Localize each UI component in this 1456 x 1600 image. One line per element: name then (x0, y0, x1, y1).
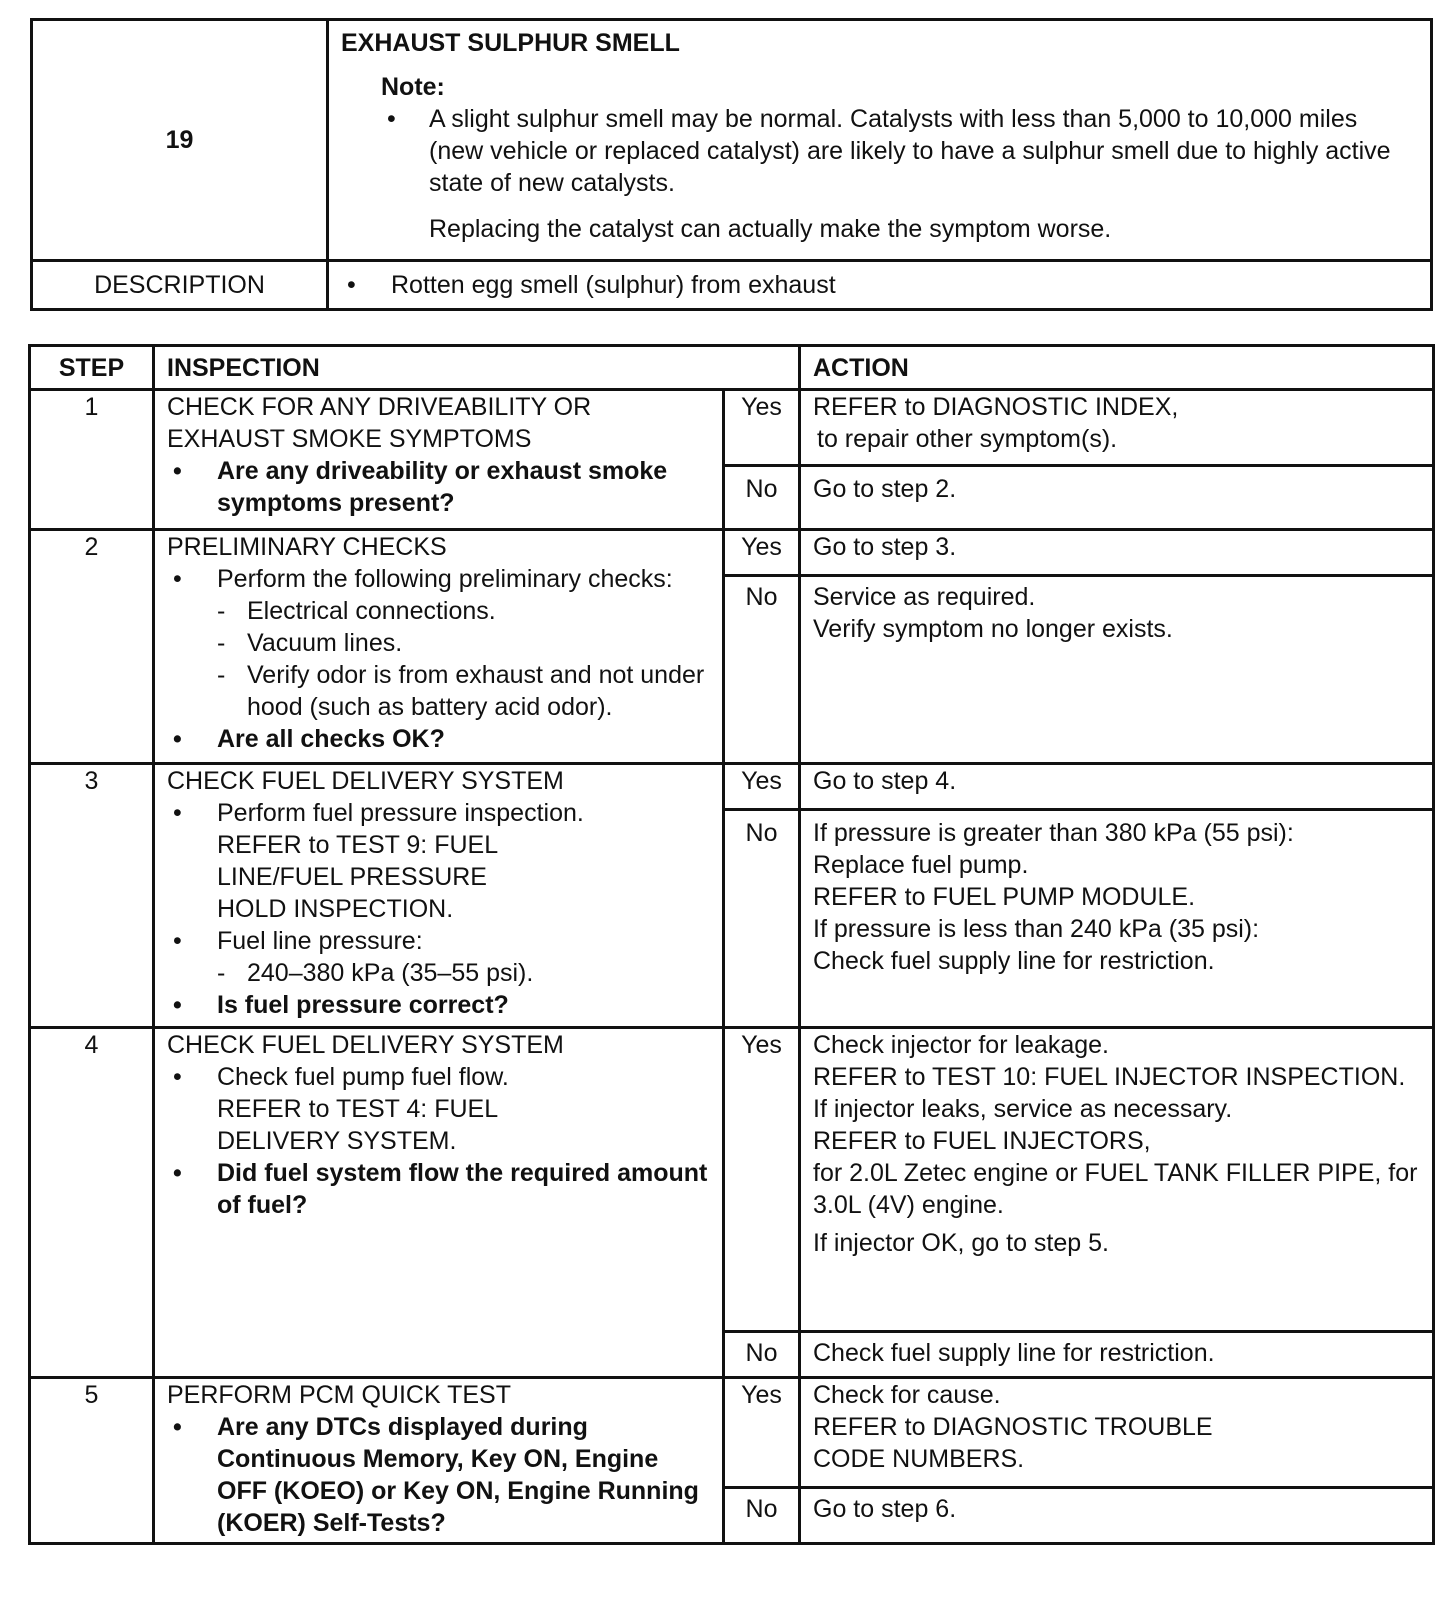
inspection-question: • Are any DTCs displayed during Continuous Memory, Key ON, Engine OFF (KOEO) or Key ON, Engine Running (KOER) Self-Tests? (167, 1411, 710, 1539)
yes-label: Yes (724, 1378, 800, 1488)
action-line: REFER to TEST 10: FUEL INJECTOR INSPECTION. (813, 1063, 1406, 1091)
yes-action (800, 1028, 1434, 1332)
bullet-text: Check fuel pump fuel flow. (217, 1063, 509, 1091)
inspection-question: • Did fuel system flow the required amount of fuel? (167, 1157, 710, 1221)
note-bullet: • A slight sulphur smell may be normal. Catalysts with less than 5,000 to 10,000 miles (new vehicle or replaced catalyst) are likely to have a sulphur smell due to highly active state of new catalysts. (381, 103, 1418, 199)
inspection-dash: - Vacuum lines. (215, 627, 710, 659)
inspection-dash: - Verify odor is from exhaust and not under hood (such as battery acid odor). (215, 659, 710, 723)
no-label: No (724, 466, 800, 530)
action-line: REFER to FUEL PUMP MODULE. (813, 883, 1196, 911)
table-row (30, 1028, 1434, 1332)
yes-label: Yes (724, 530, 800, 576)
yes-action (800, 1378, 1434, 1488)
table-row (30, 530, 1434, 576)
step-number: 1 (30, 390, 154, 530)
yes-action (800, 530, 1434, 576)
action-line: Replace fuel pump. (813, 851, 1029, 879)
action-line: If pressure is less than 240 kPa (35 psi): (813, 915, 1260, 943)
no-action (800, 576, 1434, 764)
note-label: Note: (381, 73, 445, 101)
action-line: Go to step 4. (813, 767, 957, 795)
inspection-dash: - 240–380 kPa (35–55 psi). (215, 957, 710, 989)
bullet-ref: REFER to TEST 9: FUEL LINE/FUEL PRESSURE HOLD INSPECTION. (217, 831, 498, 923)
inspection-table (28, 344, 1435, 1545)
inspection-question: • Are any driveability or exhaust smoke symptoms present? (167, 455, 710, 519)
yes-label: Yes (724, 764, 800, 810)
inspection-title: CHECK FOR ANY DRIVEABILITY OR EXHAUST SMOKE SYMPTOMS (167, 393, 592, 453)
action-line: to repair other symptom(s). (817, 425, 1118, 453)
inspection-title: PERFORM PCM QUICK TEST (167, 1381, 512, 1409)
table-row (30, 764, 1434, 810)
column-inspection: INSPECTION (154, 346, 800, 390)
inspection-dash: - Electrical connections. (215, 595, 710, 627)
inspection-cell (154, 1378, 724, 1544)
inspection-bullet (167, 797, 710, 925)
description-text: • Rotten egg smell (sulphur) from exhaust (341, 269, 1418, 301)
action-line: If injector leaks, service as necessary. (813, 1095, 1233, 1123)
inspection-cell (154, 764, 724, 1028)
yes-label: Yes (724, 390, 800, 466)
inspection-question: • Are all checks OK? (167, 723, 710, 755)
inspection-bullet: • Perform the following preliminary checks: (167, 563, 710, 595)
table-row (30, 1378, 1434, 1488)
step-number: 4 (30, 1028, 154, 1378)
bullet-text: Perform fuel pressure inspection. (217, 799, 584, 827)
column-step: STEP (30, 346, 154, 390)
inspection-question: • Is fuel pressure correct? (167, 989, 710, 1021)
bullet-ref: REFER to TEST 4: FUEL DELIVERY SYSTEM. (217, 1095, 498, 1155)
table-header-row (30, 346, 1434, 390)
inspection-cell (154, 390, 724, 530)
symptom-title: EXHAUST SULPHUR SMELL (341, 29, 680, 57)
no-action (800, 1488, 1434, 1544)
no-action (800, 810, 1434, 1028)
action-line: REFER to FUEL INJECTORS, (813, 1127, 1151, 1155)
no-action (800, 1332, 1434, 1378)
symptom-title-cell (328, 20, 1432, 261)
action-line: If pressure is greater than 380 kPa (55 psi): (813, 819, 1294, 847)
no-label: No (724, 1332, 800, 1378)
description-label: DESCRIPTION (32, 261, 328, 310)
yes-label: Yes (724, 1028, 800, 1332)
step-number: 5 (30, 1378, 154, 1544)
yes-action (800, 764, 1434, 810)
no-label: No (724, 1488, 800, 1544)
action-line: If injector OK, go to step 5. (813, 1229, 1109, 1257)
action-line: Service as required. (813, 583, 1036, 611)
no-label: No (724, 810, 800, 1028)
description-cell (328, 261, 1432, 310)
action-line: REFER to DIAGNOSTIC INDEX, (813, 393, 1179, 421)
inspection-title: CHECK FUEL DELIVERY SYSTEM (167, 1031, 564, 1059)
action-line: Check fuel supply line for restriction. (813, 1339, 1215, 1367)
inspection-bullet (167, 1061, 710, 1157)
step-number: 3 (30, 764, 154, 1028)
inspection-bullet: • Fuel line pressure: (167, 925, 710, 957)
symptom-number: 19 (32, 20, 328, 261)
action-line: Go to step 2. (813, 475, 957, 503)
action-line: Check fuel supply line for restriction. (813, 947, 1215, 975)
inspection-title: CHECK FUEL DELIVERY SYSTEM (167, 767, 564, 795)
no-action (800, 466, 1434, 530)
action-line: for 2.0L Zetec engine or FUEL TANK FILLER PIPE, for 3.0L (4V) engine. (813, 1159, 1418, 1219)
yes-action (800, 390, 1434, 466)
action-line: REFER to DIAGNOSTIC TROUBLE CODE NUMBERS. (813, 1413, 1213, 1473)
no-label: No (724, 576, 800, 764)
column-action: ACTION (800, 346, 1434, 390)
inspection-cell (154, 1028, 724, 1378)
step-number: 2 (30, 530, 154, 764)
action-line: Check for cause. (813, 1381, 1001, 1409)
symptom-header-table (30, 18, 1433, 311)
action-line: Check injector for leakage. (813, 1031, 1109, 1059)
note-extra: Replacing the catalyst can actually make the symptom worse. (429, 215, 1112, 243)
action-line: Verify symptom no longer exists. (813, 615, 1173, 643)
action-line: Go to step 6. (813, 1495, 957, 1523)
table-row (30, 390, 1434, 466)
inspection-cell (154, 530, 724, 764)
inspection-title: PRELIMINARY CHECKS (167, 533, 447, 561)
action-line: Go to step 3. (813, 533, 957, 561)
